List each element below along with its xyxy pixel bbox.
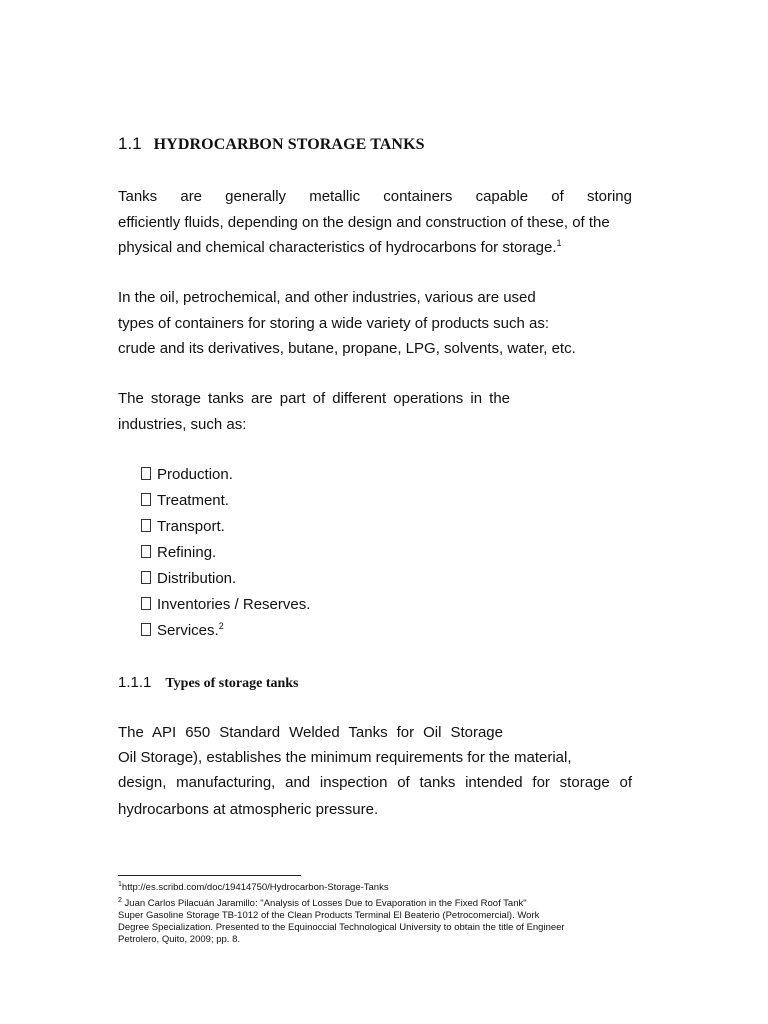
paragraph-line: Tanks are generally metallic containers capable of storing [118,188,632,205]
subsection-heading [118,674,299,692]
paragraph-line: efficiently fluids, depending on the design and construction of these, of the [118,214,610,231]
paragraph-line: industries, such as: [118,416,247,433]
section-title: HYDROCARBON STORAGE TANKS [153,136,425,153]
footnote-2-line: Degree Specialization. Presented to the Equinoccial Technological University to obtain the title of Engineer [118,922,565,933]
paragraph-line: hydrocarbons at atmospheric pressure. [118,801,379,818]
footnote-2: $^2$ Juan Carlos Pilacuán Jaramillo: "Analysis of Losses Due to Evaporation in the Fixed Roof Tank" [118,897,527,909]
paragraph-line: The API 650 Standard Welded Tanks for Oil Storage [118,724,503,741]
list-item: Distribution. [141,570,236,588]
list-item: Transport. [141,518,225,536]
section-number: 1.1 [118,134,142,153]
footnote-2-line: Petrolero, Quito, 2009; pp. 8. [118,934,240,945]
checkbox-bullet-icon [141,519,151,532]
list-item: Refining. [141,544,216,562]
checkbox-bullet-icon [141,545,151,558]
list-item: Production. [141,466,233,484]
paragraph-line: In the oil, petrochemical, and other industries, various are used [118,289,536,306]
checkbox-bullet-icon [141,623,151,636]
subsection-number: 1.1.1 [118,674,152,691]
paragraph-line: types of containers for storing a wide variety of products such as: [118,315,550,332]
footnote-ref[interactable]: 1 [556,238,562,248]
checkbox-bullet-icon [141,571,151,584]
paragraph-line: Oil Storage), establishes the minimum requirements for the material, [118,749,572,766]
checkbox-bullet-icon [141,467,151,480]
checkbox-bullet-icon [141,493,151,506]
footnote-divider [118,875,301,876]
footnote-link[interactable]: http://es.scribd.com/doc/19414750/Hydrocarbon-Storage-Tanks [121,882,389,893]
paragraph-line [118,239,562,257]
checkbox-bullet-icon [141,597,151,610]
subsection-title: Types of storage tanks [165,676,299,691]
paragraph-line: design, manufacturing, and inspection of tanks intended for storage of [118,774,632,791]
paragraph-line: crude and its derivatives, butane, propane, LPG, solvents, water, etc. [118,340,576,357]
footnote-2-line: Super Gasoline Storage TB-1012 of the Clean Products Terminal El Beaterio (Petrocomercial). Work [118,910,540,921]
footnote-1: $^1$http://es.scribd.com/doc/19414750/Hydrocarbon-Storage-Tanks [118,881,389,893]
paragraph-text: physical and chemical characteristics of hydrocarbons for storage. [118,239,557,256]
list-item: Treatment. [141,492,229,510]
section-heading [118,134,425,154]
list-item: Inventories / Reserves. [141,596,310,614]
footnote-ref[interactable]: 2 [218,621,224,631]
list-item: Services.$^2$ [141,622,224,640]
paragraph-line: The storage tanks are part of different operations in the [118,390,510,407]
